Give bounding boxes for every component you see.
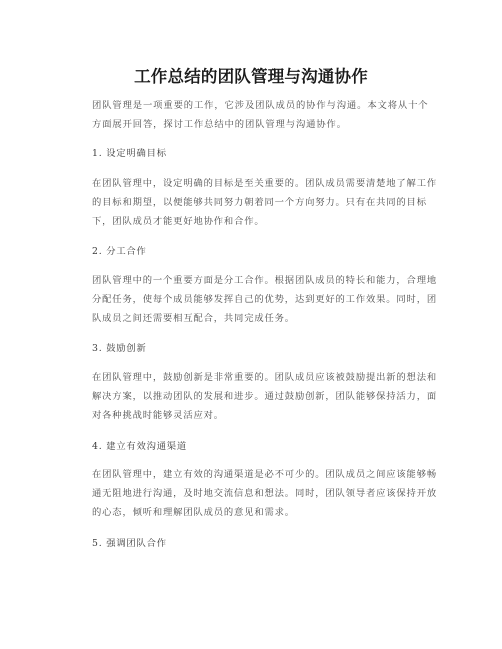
- document-title: 工作总结的团队管理与沟通协作: [134, 67, 368, 86]
- section-4-body: 在团队管理中，建立有效的沟通渠道是必不可少的。团队成员之间应该能够畅通无阻地进行沟通，及时地交流信息和想法。同时，团队领导者应该保持开放的心态，倾听和理解团队成员的意见和需求。: [92, 469, 437, 518]
- section-2-body: 团队管理中的一个重要方面是分工合作。根据团队成员的特长和能力，合理地分配任务，使每个成员能够发挥自己的优势，达到更好的工作效果。同时，团队成员之间还需要相互配合，共同完成任务。: [92, 275, 437, 324]
- section-5-heading: 5. 强调团队合作: [92, 538, 167, 549]
- section-1-heading: 1. 设定明确目标: [92, 148, 167, 159]
- section-3-heading: 3. 鼓励创新: [92, 343, 147, 354]
- section-3-body: 在团队管理中，鼓励创新是非常重要的。团队成员应该被鼓励提出新的想法和解决方案，以推动团队的发展和进步。通过鼓励创新，团队能够保持活力，面对各种挑战时能够灵活应对。: [92, 372, 437, 421]
- section-2-heading: 2. 分工合作: [92, 246, 147, 257]
- intro-paragraph: 团队管理是一项重要的工作，它涉及团队成员的协作与沟通。本文将从十个方面展开回答，探讨工作总结中的团队管理与沟通协作。: [92, 100, 429, 130]
- section-1-body: 在团队管理中，设定明确的目标是至关重要的。团队成员需要清楚地了解工作的目标和期望，以便能够共同努力朝着同一个方向努力。只有在共同的目标下，团队成员才能更好地协作和合作。: [92, 178, 437, 227]
- section-4-heading: 4. 建立有效沟通渠道: [92, 441, 188, 452]
